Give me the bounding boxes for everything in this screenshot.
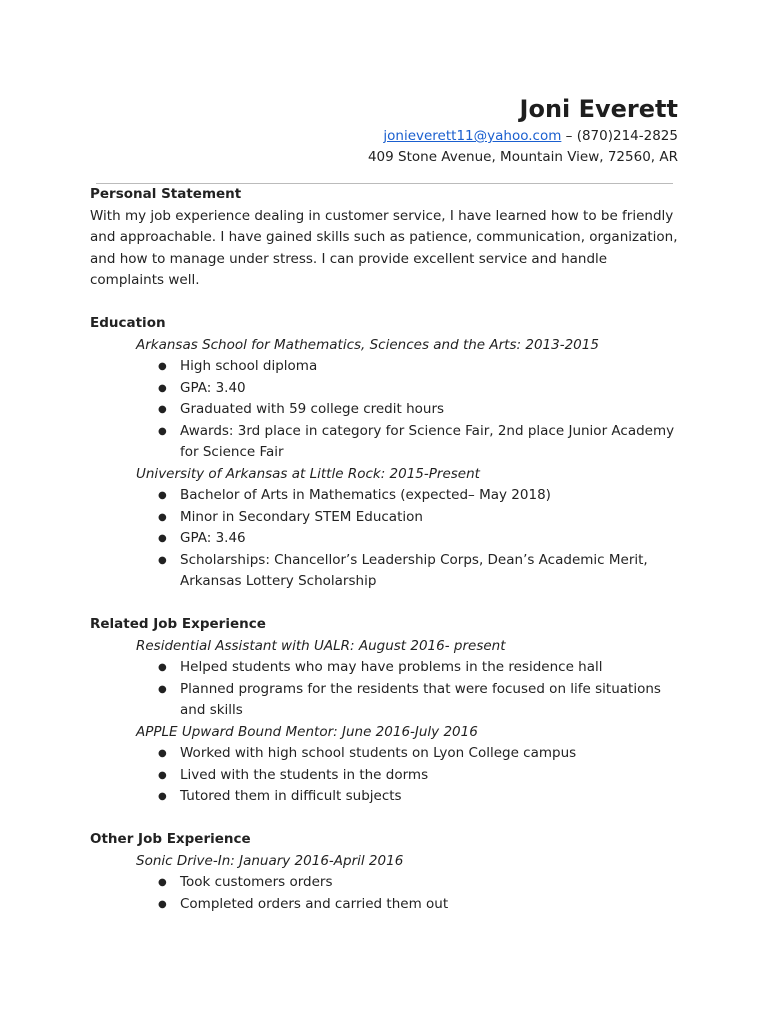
list-item: ● GPA: 3.46: [180, 528, 678, 550]
entry-title: Arkansas School for Mathematics, Sciences and the Arts: 2013-2015: [136, 336, 599, 353]
list-item: ● Bachelor of Arts in Mathematics (expected– May 2018): [180, 485, 678, 507]
list-item: ● Lived with the students in the dorms: [180, 765, 678, 787]
related-experience-section: [90, 614, 678, 808]
header-divider: [96, 183, 673, 184]
resume-header: [90, 92, 678, 168]
contact-line: [90, 126, 678, 147]
list-item: ● Took customers orders: [180, 872, 678, 894]
address: 409 Stone Avenue, Mountain View, 72560, AR: [367, 149, 678, 165]
list-item: ● Worked with high school students on Lyon College campus: [180, 743, 678, 765]
section-heading: Related Job Experience: [90, 616, 266, 632]
list-item: ● Completed orders and carried them out: [180, 894, 678, 916]
bullet-list: [90, 485, 678, 593]
section-heading: Personal Statement: [90, 186, 242, 202]
entry-title: Sonic Drive-In: January 2016-April 2016: [136, 852, 404, 869]
entry-title: Residential Assistant with UALR: August 2016- present: [136, 637, 506, 654]
list-item: ● Awards: 3rd place in category for Science Fair, 2nd place Junior Academy for Science Fair: [180, 421, 678, 464]
candidate-name: Joni Everett: [519, 95, 678, 123]
personal-statement-section: [90, 184, 678, 292]
list-item: ● Scholarships: Chancellor’s Leadership Corps, Dean’s Academic Merit, Arkansas Lottery Scholarship: [180, 550, 678, 593]
entry-title: University of Arkansas at Little Rock: 2015-Present: [136, 465, 480, 482]
list-item: ● Minor in Secondary STEM Education: [180, 507, 678, 529]
resume-page: [90, 92, 678, 915]
personal-statement-text: With my job experience dealing in customer service, I have learned how to be friendly and approachable. I have gained skills such as patience, communication, organization, and how to manage under stress. I can provide excellent service and handle complaints well.: [90, 207, 678, 288]
bullet-list: [90, 657, 678, 722]
list-item: ● High school diploma: [180, 356, 678, 378]
list-item: ● Tutored them in difficult subjects: [180, 786, 678, 808]
bullet-list: [90, 356, 678, 464]
list-item: ● Graduated with 59 college credit hours: [180, 399, 678, 421]
bullet-list: [90, 872, 678, 915]
phone-number: – (870)214-2825: [561, 128, 678, 144]
section-heading: Other Job Experience: [90, 831, 251, 847]
bullet-list: [90, 743, 678, 808]
entry-title: APPLE Upward Bound Mentor: June 2016-July 2016: [136, 723, 478, 740]
email-link[interactable]: jonieverett11@yahoo.com: [383, 128, 562, 144]
other-experience-section: [90, 829, 678, 915]
section-heading: Education: [90, 315, 166, 331]
list-item: ● GPA: 3.40: [180, 378, 678, 400]
list-item: ● Planned programs for the residents that were focused on life situations and skills: [180, 679, 678, 722]
list-item: ● Helped students who may have problems in the residence hall: [180, 657, 678, 679]
education-section: [90, 313, 678, 593]
